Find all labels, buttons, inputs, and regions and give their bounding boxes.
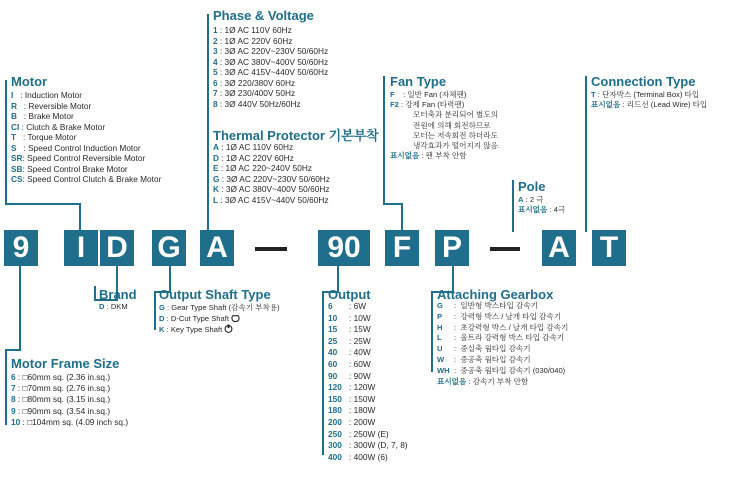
- separator-dash: [255, 247, 287, 251]
- brand-list: [99, 302, 128, 313]
- list-item: 60 : 60W: [328, 358, 371, 369]
- list-item: 8 : □80mm sq. (3.15 in.sq.): [11, 394, 111, 405]
- list-item: WH : 중공축 웜타입 감속기 (030/040): [437, 365, 566, 375]
- code-box-brand: D: [100, 230, 134, 266]
- code-box-connection: T: [592, 230, 626, 266]
- list-item: 4 : 3Ø AC 380V~400V 50/60Hz: [213, 56, 329, 67]
- phase-voltage-title: Phase & Voltage: [213, 8, 314, 23]
- list-item: 150 : 150W: [328, 393, 376, 404]
- list-item: 9 : □90mm sq. (3.54 in.sq.): [11, 405, 111, 416]
- list-item: T : 단자박스 (Terminal Box) 타입: [591, 90, 700, 99]
- thermal-protector-title: Thermal Protector 기본부착: [213, 128, 379, 143]
- list-item: 180 : 180W: [328, 405, 376, 416]
- attaching-gearbox-title: Attaching Gearbox: [437, 287, 554, 302]
- list-item: L : 3Ø AC 415V~440V 50/60Hz: [213, 194, 329, 205]
- list-item: R : Reversible Motor: [11, 100, 92, 111]
- list-item: K : 3Ø AC 380V~400V 50/60Hz: [213, 184, 330, 195]
- list-item: G : 일반형 박스타입 감속기: [437, 301, 538, 310]
- list-item: S : Speed Control Induction Motor: [11, 142, 141, 153]
- separator-dash: [490, 247, 520, 251]
- list-item: 10 : □104mm sq. (4.09 inch sq.): [11, 416, 129, 427]
- list-item: E : 1Ø AC 220~240V 50Hz: [213, 163, 312, 174]
- code-box-fan-type: F: [385, 230, 419, 266]
- list-item: K : Key Type Shaft: [159, 324, 280, 335]
- list-item: 7 : □70mm sq. (2.76 in.sq.): [11, 383, 111, 394]
- list-item: 15 : 15W: [328, 324, 371, 335]
- d-cut-shaft-icon: [231, 313, 240, 322]
- code-box-output-shaft: G: [152, 230, 186, 266]
- list-item: H : 초강력형 박스 / 날개 타입 감속기: [437, 322, 569, 332]
- fan-note: 모터축과 분리되어 별도의: [413, 110, 498, 120]
- pole-title: Pole: [518, 179, 546, 194]
- list-item: P : 강력형 박스 / 날개 타입 감속기: [437, 311, 562, 321]
- list-item: 25 : 25W: [328, 335, 371, 346]
- list-item: 표시없음 : 팬 부착 안함: [390, 151, 467, 161]
- list-item: 8 : 3Ø 440V 50Hz/60Hz: [213, 98, 301, 109]
- list-item: CS: Speed Control Clutch & Brake Motor: [11, 174, 162, 185]
- code-box-phase-voltage: A: [200, 230, 234, 266]
- list-item: U : 중실축 웜타입 감속기: [437, 344, 531, 354]
- list-item: 2 : 1Ø AC 220V 60Hz: [213, 35, 293, 46]
- output-shaft-list: [159, 302, 280, 335]
- fan-note: 냉각효과가 떨어지지 않음.: [413, 140, 501, 150]
- list-item: 7 : 3Ø 230/400V 50Hz: [213, 88, 296, 99]
- pole-list: [518, 195, 565, 216]
- list-item: 1 : 1Ø AC 110V 60Hz: [213, 25, 292, 35]
- fan-type-title: Fan Type: [390, 74, 447, 89]
- list-item: D : DKM: [99, 302, 128, 311]
- code-box-output: 90: [318, 230, 370, 266]
- brand-title: Brand: [99, 287, 137, 302]
- list-item: I : Induction Motor: [11, 90, 83, 100]
- list-item: 10 : 10W: [328, 312, 371, 323]
- fan-note: 모터는 저속회전 하더라도: [413, 130, 498, 140]
- motor-title: Motor: [11, 74, 48, 89]
- list-item: 표시없음 : 감속기 부착 안함: [437, 376, 529, 386]
- code-box-gearbox: P: [435, 230, 469, 266]
- list-item: 250 : 250W (E): [328, 428, 389, 439]
- list-item: 120 : 120W: [328, 382, 376, 393]
- attaching-gearbox-list: [437, 301, 568, 387]
- list-item: 200 : 200W: [328, 416, 376, 427]
- list-item: D : D-Cut Type Shaft: [159, 313, 280, 324]
- code-box-motor: I: [64, 230, 98, 266]
- list-item: 6 : □60mm sq. (2.36 in.sq.): [11, 372, 111, 382]
- list-item: 표시없음 : 4극: [518, 205, 566, 215]
- list-item: 6 : 3Ø 220/380V 60Hz: [213, 77, 296, 88]
- key-shaft-icon: [224, 324, 233, 333]
- list-item: 400 : 400W (6): [328, 451, 388, 462]
- output-title: Output: [328, 287, 371, 302]
- list-item: 6 : 6W: [328, 301, 367, 311]
- motor-list: [11, 90, 161, 185]
- list-item: SR: Speed Control Reversible Motor: [11, 153, 146, 164]
- list-item: 90 : 90W: [328, 370, 371, 381]
- list-item: B : Brake Motor: [11, 111, 74, 122]
- list-item: A : 1Ø AC 110V 60Hz: [213, 142, 294, 152]
- list-item: G : 3Ø AC 220V~230V 50/60Hz: [213, 173, 330, 184]
- list-item: W : 중공축 웜타입 감속기: [437, 354, 531, 364]
- list-item: 40 : 40W: [328, 347, 371, 358]
- list-item: 3 : 3Ø AC 220V~230V 50/60Hz: [213, 46, 329, 57]
- motor-frame-list: [11, 372, 128, 428]
- list-item: D : 1Ø AC 220V 60Hz: [213, 152, 294, 163]
- list-item: F : 일반 Fan (자체팬): [390, 90, 467, 99]
- code-box-pole: A: [542, 230, 576, 266]
- list-item: L : 울트라 강력형 박스 타입 감속기: [437, 333, 565, 343]
- output-shaft-title: Output Shaft Type: [159, 287, 271, 302]
- list-item: 300 : 300W (D, 7, 8): [328, 440, 408, 451]
- thermal-protector-list: [213, 142, 330, 205]
- output-list: [328, 301, 408, 463]
- connection-type-title: Connection Type: [591, 74, 696, 89]
- fan-note: 전원에 의해 회전하므로: [413, 120, 491, 130]
- list-item: A : 2 극: [518, 195, 544, 204]
- list-item: 표시없음 : 리드선 (Lead Wire) 타입: [591, 100, 708, 110]
- fan-type-list: [390, 90, 500, 161]
- connection-type-list: [591, 90, 707, 111]
- list-item: T : Torque Motor: [11, 132, 77, 143]
- list-item: SB: Speed Control Brake Motor: [11, 163, 128, 174]
- list-item: F2 : 강제 Fan (타력팬): [390, 100, 465, 110]
- motor-frame-title: Motor Frame Size: [11, 356, 120, 371]
- list-item: CI : Clutch & Brake Motor: [11, 121, 106, 132]
- list-item: 5 : 3Ø AC 415V~440V 50/60Hz: [213, 67, 329, 78]
- phase-voltage-list: [213, 25, 328, 109]
- code-box-frame-size: 9: [4, 230, 38, 266]
- list-item: G : Gear Type Shaft (감속기 부착용): [159, 303, 280, 312]
